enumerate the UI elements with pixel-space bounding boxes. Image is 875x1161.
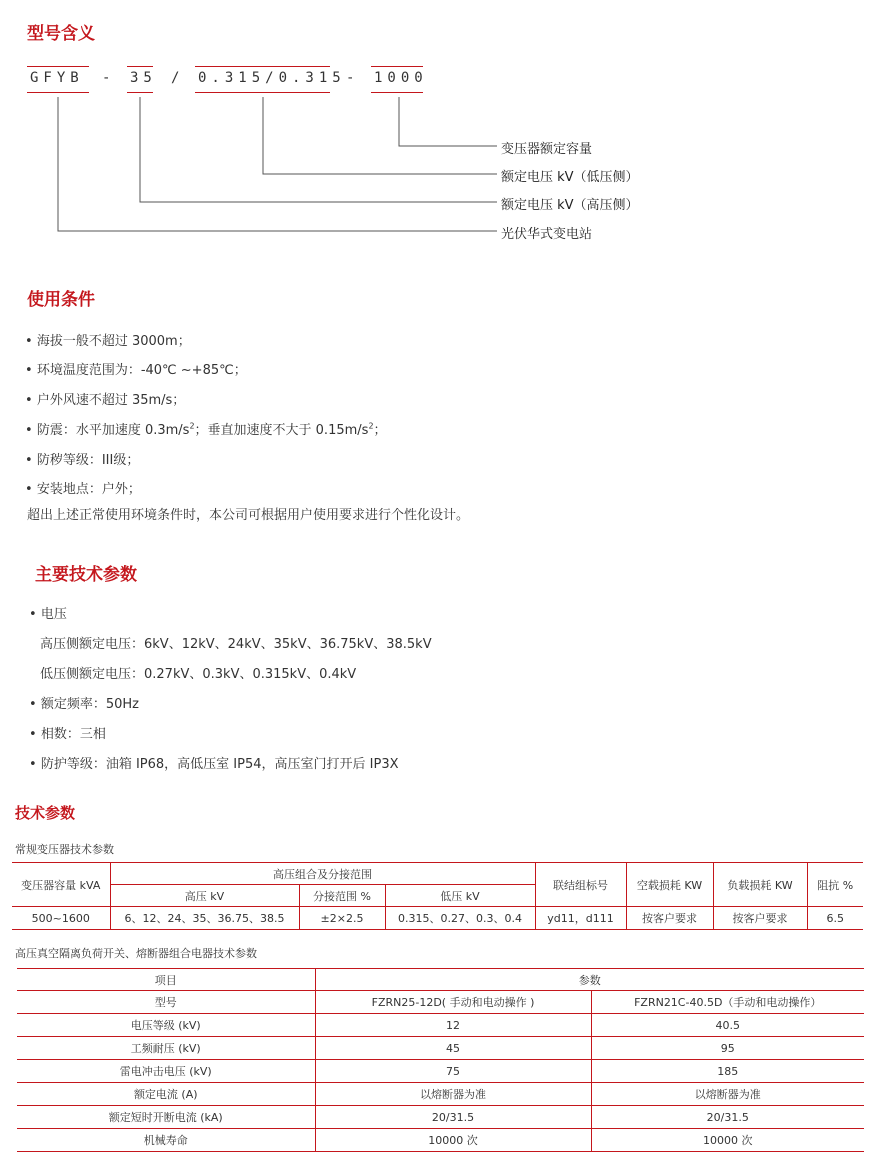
condition-wind: • 户外风速不超过 35m/s；	[25, 393, 186, 408]
t2-header-item: 项目	[17, 969, 315, 991]
t2-cell-value: 以熔断器为准	[315, 1083, 591, 1106]
t2-cell-value: 20/31.5	[315, 1106, 591, 1129]
t2-cell-label: 雷电冲击电压 (kV)	[17, 1060, 315, 1083]
t2-cell-value: 95	[591, 1037, 864, 1060]
t2-cell-label: 型号	[17, 991, 315, 1014]
connector-capacity	[399, 97, 497, 146]
t1-header-load-loss: 负载损耗 KW	[713, 863, 807, 907]
main-params-section-title: 主要技术参数	[35, 565, 137, 585]
t1-header-lv: 低压 kV	[385, 885, 535, 907]
table-row	[17, 1060, 864, 1083]
t1-cell-lv: 0.315、0.27、0.3、0.4	[385, 907, 535, 930]
t2-cell-label: 工频耐压 (kV)	[17, 1037, 315, 1060]
condition-location: • 安装地点：户外；	[25, 482, 141, 497]
t2-cell-label: 机械寿命	[17, 1129, 315, 1152]
t1-header-noload-loss: 空载损耗 KW	[626, 863, 713, 907]
connector-lv	[263, 97, 497, 174]
model-code-dash-2: -	[346, 70, 360, 86]
param-hv-rated-voltage: 高压侧额定电压：6kV、12kV、24kV、35kV、36.75kV、38.5kV	[40, 637, 432, 652]
model-code-35: 35	[130, 70, 157, 86]
t2-cell-value: 10000 次	[591, 1129, 864, 1152]
t2-cell-value: 20/31.5	[591, 1106, 864, 1129]
t2-cell-label: 电压等级 (kV)	[17, 1014, 315, 1037]
condition-pollution: • 防秽等级：III级；	[25, 453, 140, 468]
t2-cell-value: 以熔断器为准	[591, 1083, 864, 1106]
switchgear-params-table	[17, 968, 864, 1152]
tech-section-title: 技术参数	[15, 804, 76, 822]
connector-type	[58, 97, 497, 231]
table1-caption: 常规变压器技术参数	[15, 843, 114, 856]
model-code-slash: /	[171, 70, 185, 86]
t1-header-group: 高压组合及分接范围	[110, 863, 535, 885]
condition-quake: • 防震：水平加速度 $0.3m/s^2$；垂直加速度不大于 $0.15m/s^2$；	[25, 421, 387, 438]
label-pv-substation: 光伏华式变电站	[501, 227, 593, 242]
param-frequency: • 额定频率：50Hz	[29, 697, 139, 712]
t1-cell-vector-group: yd11，d111	[535, 907, 626, 930]
table2-caption: 高压真空隔离负荷开关、熔断器组合电器技术参数	[15, 947, 257, 960]
table-row	[17, 1129, 864, 1152]
param-phase: • 相数：三相	[29, 727, 106, 742]
t1-cell-impedance: 6.5	[807, 907, 863, 930]
param-lv-rated-voltage: 低压侧额定电压：0.27kV、0.3kV、0.315kV、0.4kV	[40, 667, 357, 682]
t2-cell-value: 185	[591, 1060, 864, 1083]
label-rated-capacity: 变压器额定容量	[501, 142, 593, 157]
t1-cell-capacity: 500~1600	[12, 907, 110, 930]
t2-cell-value: 12	[315, 1014, 591, 1037]
t1-header-hv: 高压 kV	[110, 885, 299, 907]
param-protection: • 防护等级：油箱 IP68，高低压室 IP54，高压室门打开后 IP3X	[29, 757, 399, 772]
t1-header-capacity: 变压器容量 kVA	[12, 863, 110, 907]
table-row	[17, 1014, 864, 1037]
condition-altitude: • 海拔一般不超过 3000m；	[25, 334, 191, 349]
t1-header-impedance: 阻抗 %	[807, 863, 863, 907]
model-code-gfyb: GFYB	[30, 70, 84, 86]
t1-header-vector-group: 联结组标号	[535, 863, 626, 907]
t2-cell-label: 额定电流 (A)	[17, 1083, 315, 1106]
table-row	[17, 1083, 864, 1106]
table-row	[12, 907, 863, 930]
t1-cell-load-loss: 按客户要求	[713, 907, 807, 930]
transformer-params-table	[12, 862, 863, 930]
t2-cell-label: 额定短时开断电流 (kA)	[17, 1106, 315, 1129]
condition-temperature: • 环境温度范围为：-40℃ ~+85℃；	[25, 363, 247, 378]
table-row	[17, 1106, 864, 1129]
model-code-dash-1: -	[102, 70, 116, 86]
model-code-voltage: 0.315/0.315	[198, 70, 346, 86]
t2-cell-value: FZRN21C-40.5D（手动和电动操作）	[591, 991, 864, 1014]
conditions-note: 超出上述正常使用环境条件时，本公司可根据用户使用要求进行个性化设计。	[27, 508, 470, 523]
t2-header-param: 参数	[315, 969, 864, 991]
t2-cell-value: 40.5	[591, 1014, 864, 1037]
t1-cell-hv: 6、12、24、35、36.75、38.5	[110, 907, 299, 930]
t2-cell-value: 75	[315, 1060, 591, 1083]
t1-cell-noload-loss: 按客户要求	[626, 907, 713, 930]
model-code-1000: 1000	[374, 70, 428, 86]
conditions-section-title: 使用条件	[27, 290, 95, 310]
param-voltage: • 电压	[29, 607, 67, 622]
label-rated-voltage-lv: 额定电压 kV（低压侧）	[501, 170, 639, 185]
t2-cell-value: 45	[315, 1037, 591, 1060]
t1-header-tap: 分接范围 %	[299, 885, 385, 907]
label-rated-voltage-hv: 额定电压 kV（高压侧）	[501, 198, 639, 213]
connector-hv	[140, 97, 497, 202]
model-section-title: 型号含义	[27, 24, 95, 44]
model-connector-lines	[0, 0, 875, 260]
table-row	[17, 991, 864, 1014]
t1-cell-tap: ±2×2.5	[299, 907, 385, 930]
t2-cell-value: 10000 次	[315, 1129, 591, 1152]
table-row	[17, 1037, 864, 1060]
t2-cell-value: FZRN25-12D( 手动和电动操作 )	[315, 991, 591, 1014]
